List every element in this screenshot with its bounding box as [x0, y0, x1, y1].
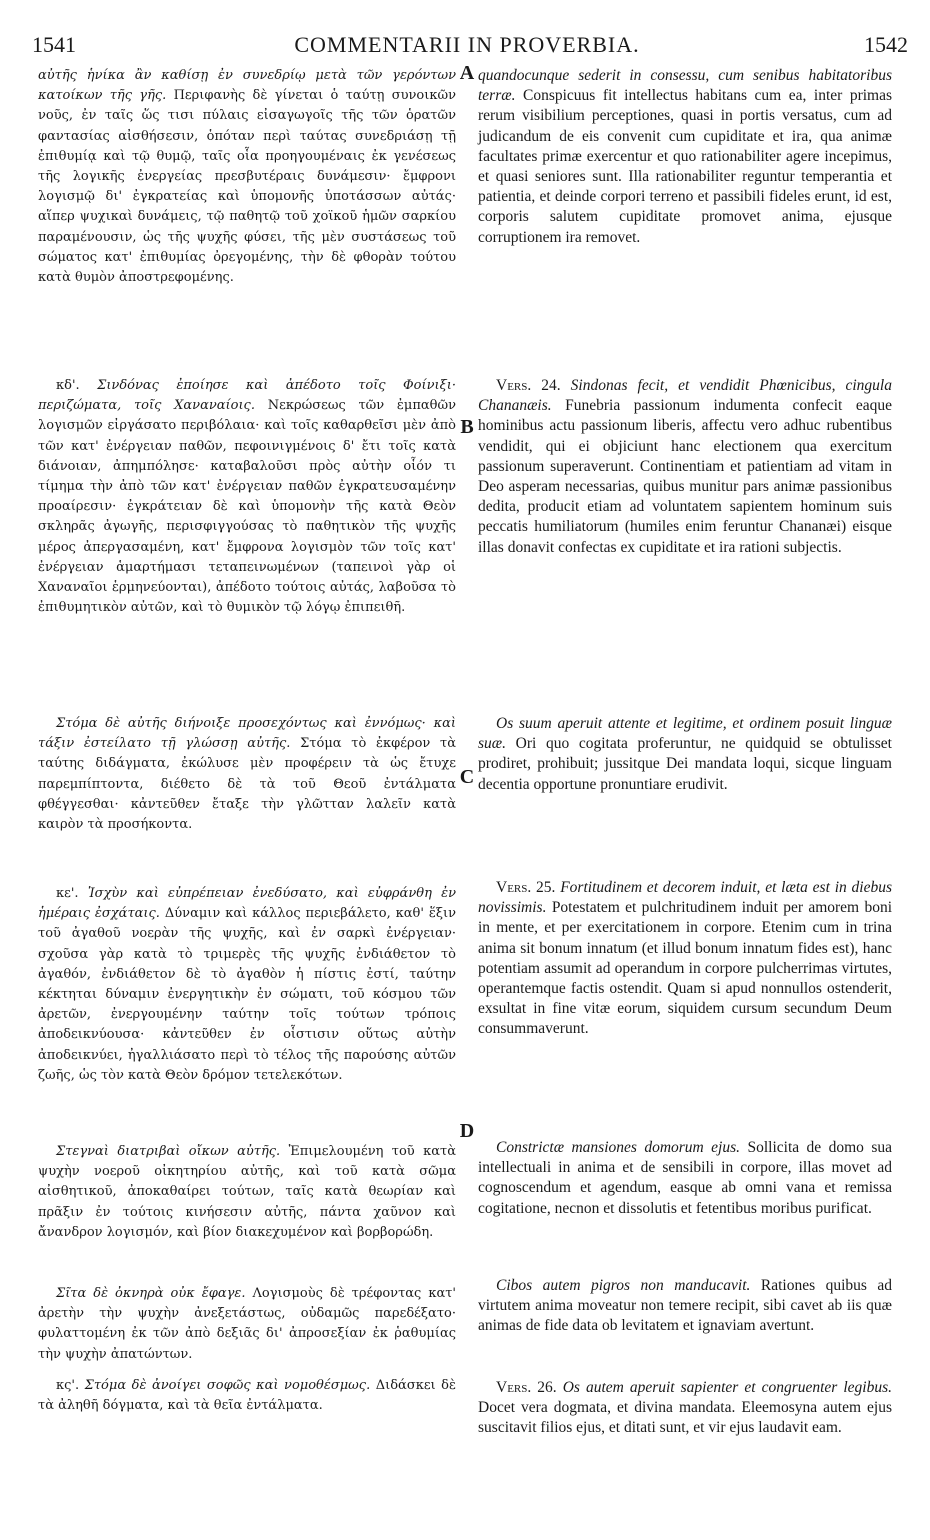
latin-verse-number-26: Vers. 26. [496, 1379, 557, 1396]
section-marker-b: B [460, 416, 474, 438]
latin-comment-3: Ori quo cogitata proferuntur, ne quidquid se obtulisset prodiret, prohibuit; jussitque Dei mandata loqui, sicque linguam decentia opportune pronuntiare erudivit. [478, 735, 892, 793]
greek-verse-number-24: κδ'. [56, 378, 80, 393]
greek-lemma-1: αὐτῆς ἡνίκα ἂν καθίσῃ ἐν συνεδρίῳ μετὰ τῶν γερόντων κατοίκων τῆς γῆς. [38, 68, 456, 104]
greek-verse-number-25: κε'. [56, 886, 79, 901]
latin-paragraph-6 [478, 1276, 892, 1337]
greek-lemma-7: Στόμα δὲ ἀνοίγει σοφῶς καὶ νομοθέσμως. [84, 1378, 371, 1393]
greek-verse-number-26: κς'. [56, 1378, 80, 1393]
greek-paragraph-4 [38, 884, 456, 1086]
latin-paragraph-1 [478, 66, 892, 248]
greek-paragraph-3 [38, 714, 456, 835]
section-marker-a: A [459, 62, 475, 84]
greek-paragraph-5 [38, 1142, 456, 1243]
latin-lemma-4: Fortitudinem et decorem induit, et læta est in diebus novissimis. [478, 879, 893, 917]
greek-comment-2: Νεκρώσεως τῶν ἐμπαθῶν λογισμῶν εἰργάσατο περιβόλαια· καὶ τοῖς καθαρθεῖσι μὲν ἀπὸ τῶν κατ' ἐνέργειαν παθῶν, πεφοινιγμένοις δ' ἔτι τοῖς κατὰ διάνοιαν, ἀπημπόλησε· καταβαλοῦσι πρὸς αὐτὴν οἷόν τι τίμημα τὴν ἀπὸ τῶν κατ' ἐνέργειαν παθῶν ἐγκρατευσαμένην προαίρεσιν· ἐγκράτειαν δὲ καὶ ὑπομονὴν τῆς κατὰ Θεὸν σκληρᾶς ἀγωγῆς, περισφιγγούσας τὸ παθητικὸν τῆς ψυχῆς μέρος ἀπεργασαμένη, κατ' ἔμφρονα λογισμὸν τῶν τοῖς κατ' ἐνέργειαν ἁμαρτήμασι τεταπεινωμένων (ταπεινοὶ γὰρ οἱ Χαναναῖοι ἑρμηνεύονται), ἀπέδοτο τούτοις αὐτάς, λαβοῦσα τὸ ἐπιθυμητικὸν αὐτῶν, καὶ τὸ θυμικὸν τῷ λόγῳ ἐπιπειθῆ. [38, 398, 456, 616]
latin-comment-5: Sollicita de domo sua intellectuali in anima et de sensibili in corpore, illas movet ad cognoscendum et agendum, easque ab omni vana et remissa cogitatione, necnon et dissolutis et fetentibus moribus purificat. [478, 1139, 893, 1217]
greek-lemma-4: Ἰσχὺν καὶ εὐπρέπειαν ἐνεδύσατο, καὶ εὐφράνθη ἐν ἡμέραις ἐσχάταις. [38, 886, 456, 922]
latin-comment-1: Conspicuus fit intellectus habitans cum ea, inter primas rerum visibilium perceptiones, quasi in portis versatus, cum ad judicandum de eis convenit cum cupiditate et ira, qua animæ facultates primæ exercentur et quo rationabiliter agere incepimus, et quasi seniores sunt. Illa rationabiliter reguntur temperantia et patientia, et deinde corpori terreno et passibili fideles erunt, id est, corporis salutem cupiditate promovet anima, ejusque corruptionem ira removet. [478, 87, 893, 246]
greek-comment-7: Διδάσκει δὲ τὰ ἀληθῆ δόγματα, καὶ τὰ θεῖα ἐντάλματα. [38, 1378, 456, 1414]
greek-comment-6: Λογισμοὺς δὲ τρέφοντας κατ' ἀρετὴν τὴν ψυχὴν ἀνεξετάστως, οὐδαμῶς παρεδέξατο· φυλαττομένη ἐκ τῶν ἀπὸ δεξιᾶς δι' ἀπροσεξίαν ἐκ ῥαθυμίας τὴν ψυχὴν ἀπατώντων. [38, 1286, 456, 1362]
latin-verse-number-24: Vers. 24. [496, 377, 561, 394]
running-header [24, 32, 910, 56]
greek-lemma-5: Στεγναὶ διατριβαὶ οἴκων αὐτῆς. [56, 1144, 281, 1159]
greek-paragraph-1 [38, 66, 456, 288]
greek-paragraph-2 [38, 376, 456, 618]
greek-comment-4: Δύναμιν καὶ κάλλος περιεβάλετο, καθ' ἕξιν τοῦ ἀγαθοῦ νοερὰν τῆς ψυχῆς, καὶ ἐν σαρκὶ ἐνέργειαν· σχοῦσα γὰρ κατὰ τὸ τριμερὲς τῆς ψυχῆς ἐνδιάθετον τὸ ἀγαθόν, ἐνδιάθετον δὲ τὸ ἀγαθὸν ἡ πίστις ἐστί, ταύτην κέκτηται δύναμιν ἐνεργητικὴν ἐν σώματι, τοῦ κόσμου τῶν ἀρετῶν, ἐνεργουμένην ταύτην τοῖς τούτων τρόποις ἀποδεικνύουσα· κἀντεῦθεν ἐν οἷστισιν οὕτως αὐτὴν ἀποδεικνύει, ἠγαλλιάσατο περὶ τὸ τέλος τῆς παρούσης αὐτῶν ζωῆς, ὡς τὸν κατὰ Θεὸν δρόμον τετελεκότων. [38, 906, 457, 1083]
latin-lemma-2: Sindonas fecit, et vendidit Phœnicibus, cingula Chananæis. [478, 377, 892, 415]
greek-comment-3: Στόμα τὸ ἐκφέρον τὰ ταύτης διδάγματα, ἐκώλυσε μὲν προφέρειν τὰ ὡς ἔτυχε παρεμπίπτοντα, διέθετο δὲ τὰ τοῦ Θεοῦ ἐντάλματα φθέγγεσθαι· κἀντεῦθεν ἔταξε τὴν γλῶτταν λαλεῖν κατὰ καιρὸν τὰ προσήκοντα. [38, 736, 457, 833]
latin-lemma-3: Os suum aperuit attente et legitime, et ordinem posuit linguæ suæ. [478, 715, 892, 753]
page-number-right: 1542 [864, 32, 908, 57]
latin-paragraph-4 [478, 878, 892, 1040]
latin-comment-6: Rationes quibus ad virtutem anima moveatur non temere recipit, sibi cavet ab iis quæ animas de fide data ob levitatem et ignaviam avertunt. [478, 1277, 892, 1335]
latin-lemma-7: Os autem aperuit sapienter et congruenter legibus. [562, 1379, 893, 1396]
latin-paragraph-3 [478, 714, 892, 795]
greek-lemma-6: Σῖτα δὲ ὀκνηρὰ οὐκ ἔφαγε. [56, 1286, 246, 1301]
section-marker-d: D [459, 1120, 475, 1142]
greek-comment-1: Περιφανὴς δὲ γίνεται ὁ ταύτῃ συνοικῶν νοῦς, ἐν ταῖς ὥς τισι πύλαις εἰσαγωγοῖς τῆς τῶν ὁρατῶν φαντασίας αἰσθήσεσιν, ὁπόταν περὶ ταύτας συνεδριάσῃ τῇ ἐπιθυμίᾳ καὶ τῷ θυμῷ, ταῖς οἷα προηγουμέναις ἐκ γενέσεως τῆς λογικῆς ἐνεργείας πρεσβυτέραις δυνάμεσιν· ἔμφρονι λογισμῷ δι' ἐγκρατείας καὶ ὑπομονῆς ὑποτάσσων αὐτάς· αἵπερ ψυχικαὶ δυνάμεις, τῷ παθητῷ τοῦ χοϊκοῦ ἡμῶν σαρκίου παραμένουσιν, ὡς τῆς ψυχῆς φύσει, τῆς μὲν συστάσεως τοῦ σώματος κατ' ἐπιθυμίας ὀρεγομένης, τὴν δὲ φθορὰν τούτου κατὰ θυμὸν ἀποστρεφομένης. [38, 88, 456, 286]
latin-lemma-6: Cibos autem pigros non manducavit. [496, 1277, 751, 1294]
latin-lemma-5: Constrictæ mansiones domorum ejus. [496, 1139, 741, 1156]
latin-paragraph-5 [478, 1138, 892, 1219]
latin-paragraph-2 [478, 376, 892, 558]
running-title: COMMENTARII IN PROVERBIA. [294, 32, 640, 57]
page-number-left: 1541 [32, 32, 76, 57]
greek-comment-5: Ἐπιμελουμένη τοῦ κατὰ ψυχὴν νοεροῦ οἰκητηρίου αὐτῆς, καὶ τοῦ κατὰ σῶμα αἰσθητικοῦ, ἀποκαθαίρει τούτων, ταῖς κατὰ θεωρίαν καὶ πρᾶξιν ἐν τούτοις κινήσεσιν αὐτῆς, πάντα χαῦνον καὶ ἄνανδρον λογισμόν, καὶ βίον διακεχυμένον καὶ βορβορώδη. [38, 1144, 457, 1240]
greek-lemma-3: Στόμα δὲ αὐτῆς διήνοιξε προσεχόντως καὶ ἐννόμως· καὶ τάξιν ἐστείλατο τῇ γλώσσῃ αὐτῆς. [38, 716, 456, 752]
latin-comment-4: Potestatem et pulchritudinem induit per amorem boni in mente, et per exercitationem in corpore. Etenim cum in trina anima sit bonum innatum (et illud bonum innatum fides est), hanc potentiam assumit ad operandum in corpore pulcherrimas virtutes, operantemque factis ostendit. Quam si apud nonnullos ostenderit, exsultat in fine vitæ eorum, siquidem cursum secundum Deum consummaverunt. [478, 899, 893, 1038]
greek-lemma-2: Σινδόνας ἐποίησε καὶ ἀπέδοτο τοῖς Φοίνιξι· περιζώματα, τοῖς Χαναναίοις. [38, 378, 456, 414]
latin-verse-number-25: Vers. 25. [496, 879, 556, 896]
latin-comment-7: Docet vera dogmata, et divina mandata. Eleemosyna autem ejus suscitavit filios ejus, et ditati sunt, et vir ejus laudavit eam. [478, 1399, 892, 1437]
latin-lemma-1: quandocunque sederit in consessu, cum senibus habitatoribus terræ. [478, 67, 892, 105]
greek-paragraph-6 [38, 1284, 456, 1365]
greek-paragraph-7 [38, 1376, 456, 1416]
latin-comment-2: Funebria passionum indumenta confecit eaque hominibus actu passionum liberis, affectu vero adhuc rubentibus vendidit, qui ei objiciunt hanc electionem qua exercitum passionum superaverunt. Continentiam et patientiam ad vitam in Deo asperam necessarias, quibus munitur pars animæ passionibus dedita, producit etiam ad voluntatem sapientem hominum suis peccatis humiliatorum (humiles enim feruntur Chananæi) eisque illas donavit confectas ex cupiditate et ira rationi subjectis. [478, 397, 893, 556]
section-marker-c: C [459, 766, 475, 788]
latin-paragraph-7 [478, 1378, 892, 1439]
